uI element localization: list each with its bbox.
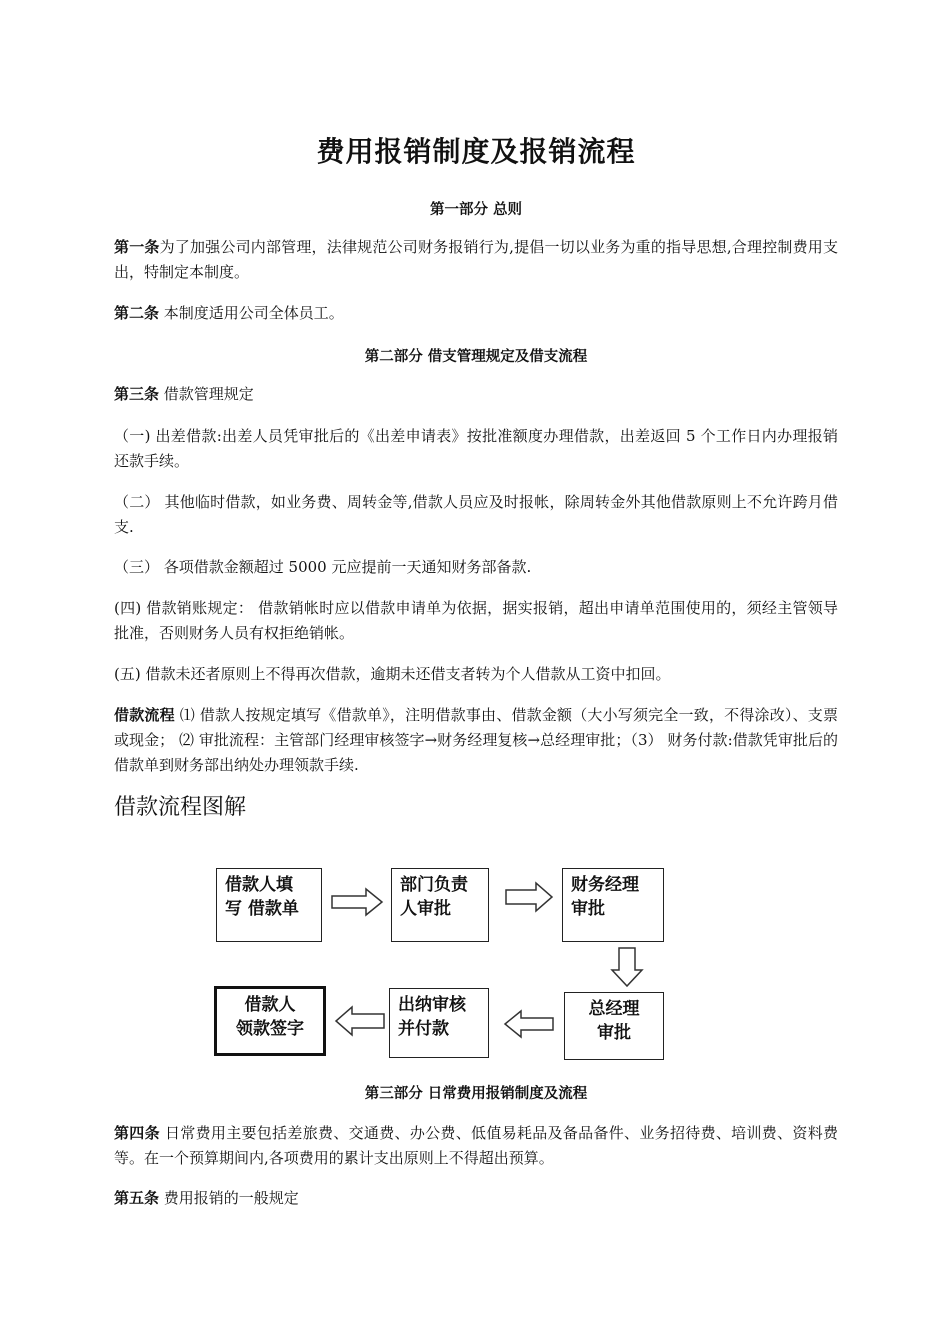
flow-step-6-line2: 领款签字	[236, 1019, 304, 1039]
loan-rule-4: (四) 借款销账规定： 借款销帐时应以借款申请单为依据，据实报销，超出申请单范围使用的，须经主管领导批准，否则财务人员有权拒绝销帐。	[114, 599, 838, 642]
loan-flow	[114, 703, 838, 778]
flow-step-5-line1: 出纳审核	[398, 995, 466, 1015]
flow-step-3	[562, 868, 664, 942]
arrow-left-icon	[334, 1005, 386, 1037]
flow-step-1-line1: 借款人填	[225, 875, 293, 895]
loan-rule-2: （二） 其他临时借款，如业务费、周转金等,借款人员应及时报帐，除周转金外其他借款原则上不允许跨月借支.	[114, 493, 838, 536]
article-1-text: 为了加强公司内部管理，法律规范公司财务报销行为,提倡一切以业务为重的指导思想,合理控制费用支出，特制定本制度。	[114, 238, 838, 281]
flow-step-3-line2: 审批	[571, 899, 605, 919]
arrow-down-icon	[610, 946, 644, 988]
flow-step-6-line1: 借款人	[244, 995, 296, 1015]
part2-heading: 第二部分 借支管理规定及借支流程	[364, 349, 588, 365]
flow-step-2	[391, 868, 489, 942]
article-4	[114, 1121, 838, 1171]
flow-step-4-line1: 总经理	[588, 999, 640, 1019]
flow-step-5-line2: 并付款	[398, 1019, 449, 1039]
arrow-left-icon	[503, 1009, 555, 1039]
flow-step-4	[564, 992, 664, 1060]
part3-heading: 第三部分 日常费用报销制度及流程	[364, 1086, 588, 1102]
article-1	[114, 235, 838, 285]
part1-heading: 第一部分 总则	[429, 202, 523, 218]
flow-step-5	[389, 988, 489, 1058]
loan-flow-text: ⑴ 借款人按规定填写《借款单》，注明借款事由、借款金额（大小写须完全一致，不得涂改）、支票或现金； ⑵ 审批流程：主管部门经理审核签字→财务经理复核→总经理审批；（3） 财务付款:借款凭审批后的借款单到财务部出纳处办理领款手续.	[114, 706, 838, 774]
arrow-right-icon	[504, 881, 554, 913]
loan-rule-3: （三） 各项借款金额超过 5000 元应提前一天通知财务部备款.	[114, 558, 532, 576]
article-3-label: 第三条	[114, 385, 160, 403]
flow-step-2-line1: 部门负责	[400, 875, 468, 895]
flow-step-4-line2: 审批	[597, 1023, 631, 1043]
flow-step-2-line2: 人审批	[400, 899, 451, 919]
article-1-label: 第一条	[114, 238, 160, 256]
article-5	[114, 1186, 838, 1211]
article-4-label: 第四条	[114, 1124, 160, 1142]
loan-rule-5: (五) 借款未还者原则上不得再次借款，逾期未还借支者转为个人借款从工资中扣回。	[114, 665, 671, 683]
arrow-right-icon	[330, 887, 384, 917]
flow-step-1-line2: 写 借款单	[225, 899, 299, 919]
article-3	[114, 382, 838, 407]
flow-step-3-line1: 财务经理	[571, 875, 639, 895]
diagram-heading: 借款流程图解	[114, 795, 247, 820]
article-2-text: 本制度适用公司全体员工。	[159, 304, 344, 322]
flow-step-6	[214, 986, 326, 1056]
article-5-text: 费用报销的一般规定	[159, 1189, 299, 1207]
document-title: 费用报销制度及报销流程	[316, 135, 636, 168]
article-5-label: 第五条	[114, 1189, 160, 1207]
loan-rule-1: （一) 出差借款:出差人员凭审批后的《出差申请表》按批准额度办理借款，出差返回 5 个工作日内办理报销还款手续。	[114, 427, 838, 470]
article-3-text: 借款管理规定	[159, 385, 254, 403]
article-4-text: 日常费用主要包括差旅费、交通费、办公费、低值易耗品及备品备件、业务招待费、培训费、资料费等。在一个预算期间内,各项费用的累计支出原则上不得超出预算。	[114, 1124, 838, 1167]
article-2-label: 第二条	[114, 304, 160, 322]
loan-flow-label: 借款流程	[114, 706, 175, 724]
flow-step-1	[216, 868, 322, 942]
article-2	[114, 301, 838, 326]
